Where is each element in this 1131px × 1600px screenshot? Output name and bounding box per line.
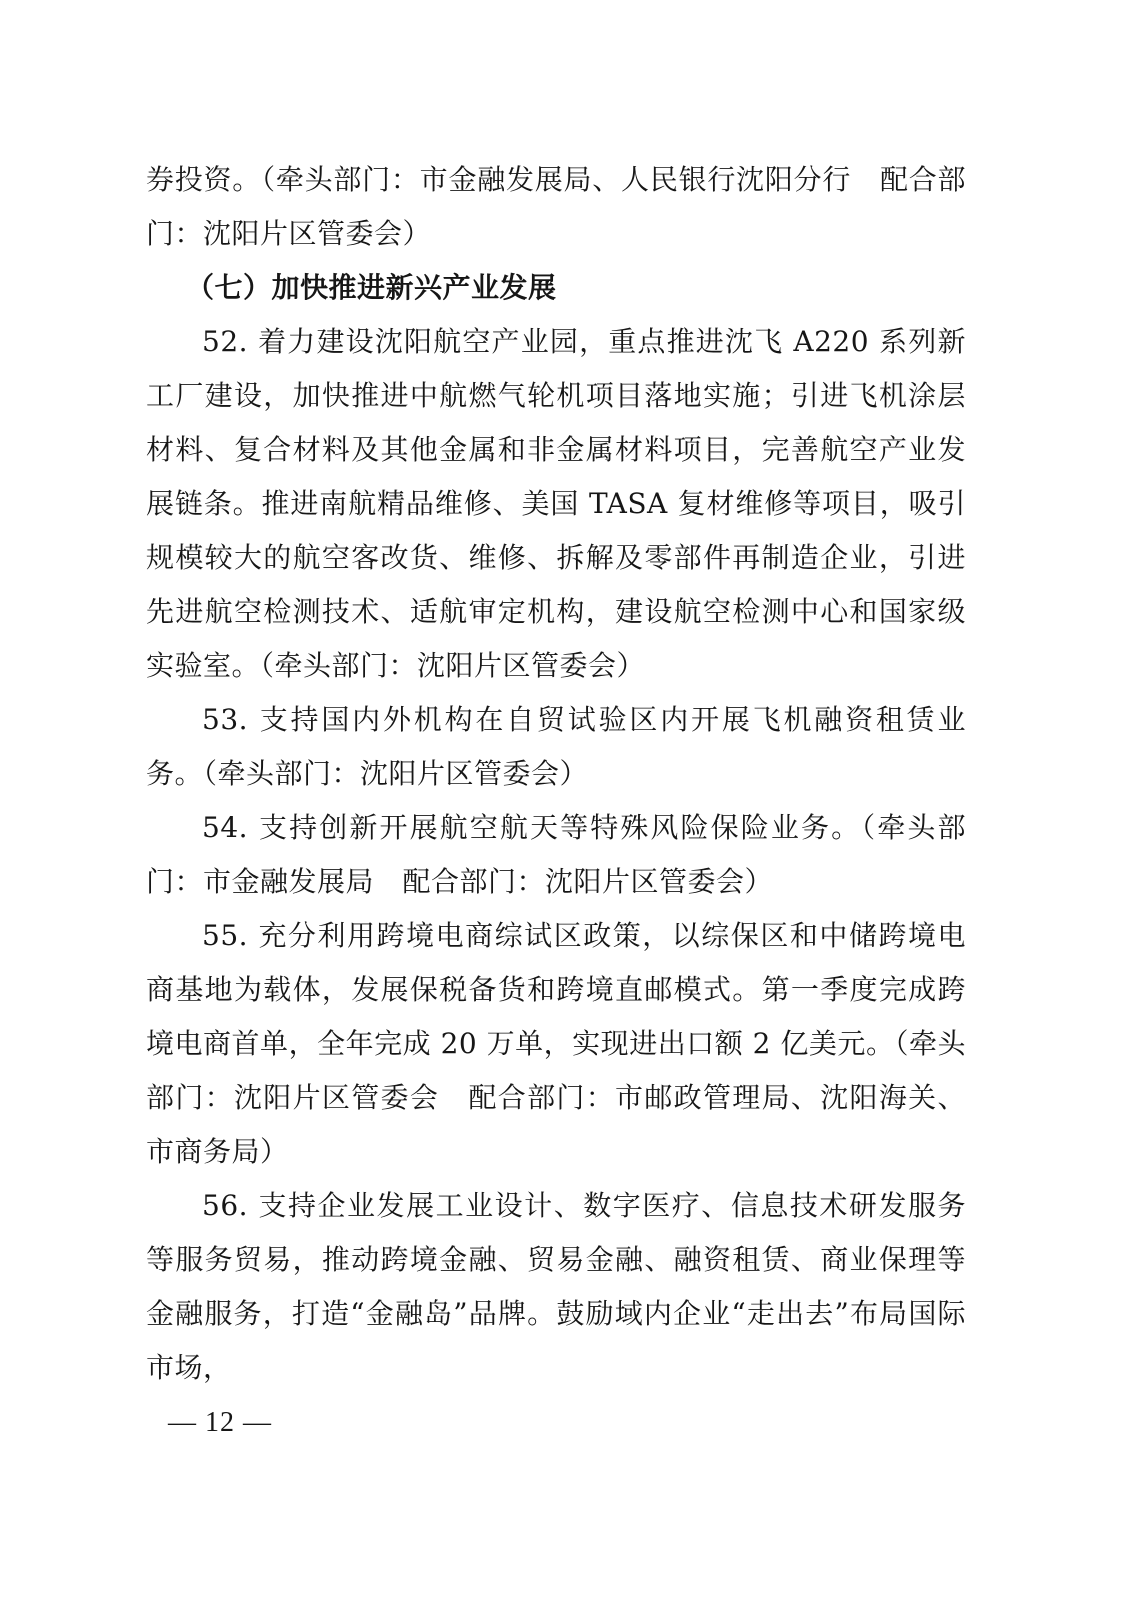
paragraph-item-52: 52. 着力建设沈阳航空产业园，重点推进沈飞 A220 系列新工厂建设，加快推进中航燃气轮机项目落地实施；引进飞机涂层材料、复合材料及其他金属和非金属材料项目，完善航空产业发展链条。推进南航精品维修、美国 TASA 复材维修等项目，吸引规模较大的航空客改货、维修、拆解及零部件再制造企业，引进先进航空检测技术、适航审定机构，建设航空检测中心和国家级实验室。（牵头部门：沈阳片区管委会） [146,325,966,682]
paragraph-item-54: 54. 支持创新开展航空航天等特殊风险保险业务。（牵头部门：市金融发展局 配合部门：沈阳片区管委会） [146,811,966,898]
page-number: — 12 — [168,1407,272,1438]
paragraph-item-53: 53. 支持国内外机构在自贸试验区内开展飞机融资租赁业务。（牵头部门：沈阳片区管委会） [146,703,966,790]
document-body [146,153,966,1395]
paragraph-item-55: 55. 充分利用跨境电商综试区政策，以综保区和中储跨境电商基地为载体，发展保税备货和跨境直邮模式。第一季度完成跨境电商首单，全年完成 20 万单，实现进出口额 2 亿美元。（牵头部门：沈阳片区管委会 配合部门：市邮政管理局、沈阳海关、市商务局） [146,919,966,1168]
paragraph-item-56: 56. 支持企业发展工业设计、数字医疗、信息技术研发服务等服务贸易，推动跨境金融、贸易金融、融资租赁、商业保理等金融服务，打造“金融岛”品牌。鼓励域内企业“走出去”布局国际市场， [146,1189,966,1384]
paragraph-continued: 券投资。（牵头部门：市金融发展局、人民银行沈阳分行 配合部门：沈阳片区管委会） [146,163,966,250]
section-heading-7: （七）加快推进新兴产业发展 [186,271,557,304]
